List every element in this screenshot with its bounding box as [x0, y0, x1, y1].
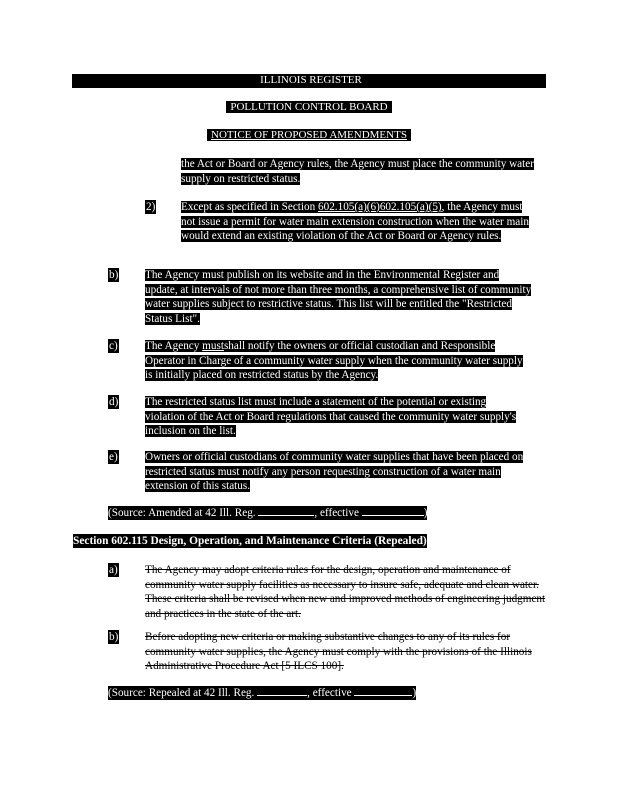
item-b-paragraph: The Agency must publish on its website and in the Environmental Register and update, at intervals of not more than three months, a comprehensive list of community water supplies subject to restrictive status. This list will be entitled the "Restricted Status List". — [145, 269, 532, 325]
effective-blank — [354, 695, 412, 696]
section-reference: 602.105(a)(6)602.105(a)(5) — [318, 201, 442, 213]
item-e-label: e) — [109, 451, 118, 463]
board-title: POLLUTION CONTROL BOARD — [0, 101, 618, 114]
struck-item-b-label: b) — [109, 631, 119, 643]
source-note-repealed: (Source: Repealed at 42 Ill. Reg. , effective ) — [108, 687, 417, 699]
register-title: ILLINOIS REGISTER — [260, 74, 362, 86]
struck-item-a-label: a) — [109, 564, 118, 576]
effective-blank — [362, 515, 424, 516]
source-note-amended: (Source: Amended at 42 Ill. Reg. , effective ) — [108, 507, 428, 519]
struck-item-a-paragraph: The Agency may adopt criteria rules for the design, operation and maintenance of community water supply facilities as necessary to insure safe, adequate and clean water. These criteria shall be revised when new and improved methods of engineering judgment and practices in the state of the art. — [145, 564, 546, 620]
notice-title: NOTICE OF PROPOSED AMENDMENTS — [0, 129, 618, 142]
item-d-label: d) — [109, 396, 119, 408]
register-blank — [258, 515, 314, 516]
section-heading: Section 602.115 Design, Operation, and Maintenance Criteria (Repealed) — [73, 535, 427, 547]
item-d-paragraph: The restricted status list must include a statement of the potential or existing violation of the Act or Board regulations that caused the community water supply's inclusion on the list. — [145, 396, 517, 438]
struck-item-b-paragraph: Before adopting new criteria or making substantive changes to any of its rules for community water supplies, the Agency must comply with the provisions of the Illinois Administrative Procedure Act [5 ILCS 100]. — [145, 631, 532, 673]
item-2-label: 2) — [146, 201, 156, 213]
item-c-label: c) — [109, 340, 118, 352]
item-2-paragraph: Except as specified in Section 602.105(a)(6)602.105(a)(5), the Agency must not issue a permit for water main extension construction when the water main would extend an existing violation of the Act or Board or Agency rules. — [181, 201, 529, 243]
item-b-label: b) — [109, 269, 119, 281]
continuation-paragraph: the Act or Board or Agency rules, the Agency must place the community water supply on restricted status. — [181, 158, 534, 185]
item-c-paragraph: The Agency mustshall notify the owners or official custodian and Responsible Operator in Charge of a community water supply when the community water supply is initially placed on restricted status by the Agency. — [145, 340, 523, 382]
item-e-paragraph: Owners or official custodians of community water supplies that have been placed on restricted status must notify any person requesting construction of a water main extension of this status. — [145, 451, 524, 493]
register-blank — [257, 695, 307, 696]
